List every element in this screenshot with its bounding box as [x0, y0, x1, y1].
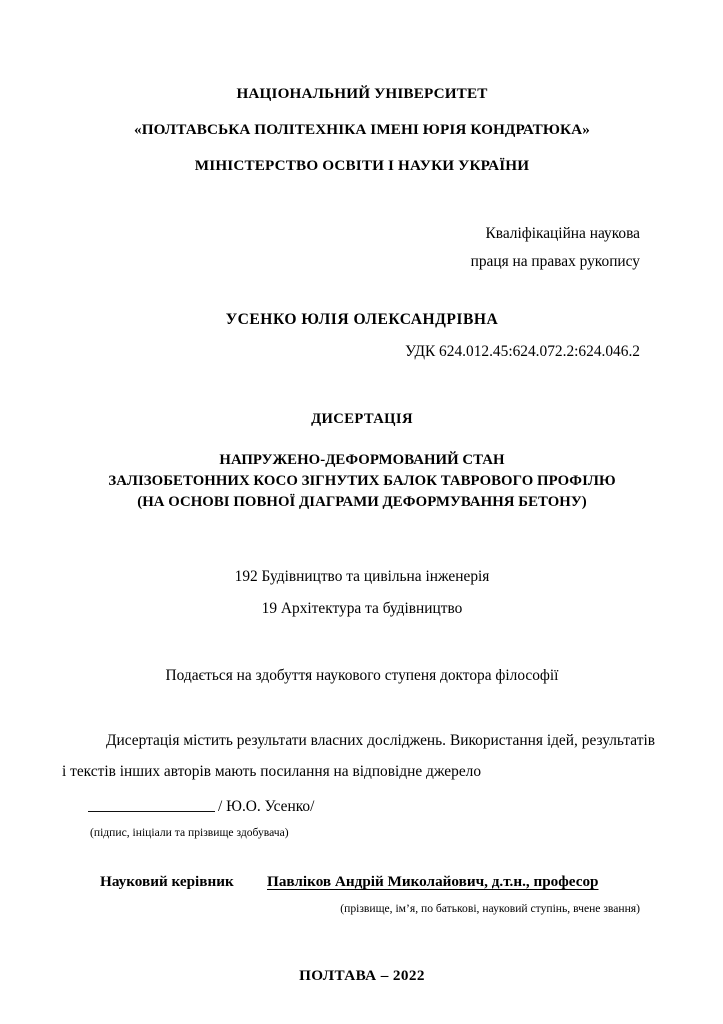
udc-code: УДК 624.012.45:624.072.2:624.046.2: [405, 343, 640, 360]
institution-header: [62, 0, 662, 184]
author-block: [62, 308, 662, 366]
dissertation-title: [62, 450, 662, 513]
specialty-block: [62, 561, 662, 625]
supervisor-caption: (прізвище, ім’я, по батькові, науковий ступінь, вчене звання): [340, 902, 640, 915]
supervisor-name: Павліков Андрій Миколайович, д.т.н., професор: [267, 873, 599, 890]
signature-name: / Ю.О. Усенко/: [218, 798, 315, 815]
institution-line-3: МІНІСТЕРСТВО ОСВІТИ І НАУКИ УКРАЇНИ: [194, 157, 530, 174]
signature-row: [62, 791, 662, 817]
title-line-2: ЗАЛІЗОБЕТОННИХ КОСО ЗІГНУТИХ БАЛОК ТАВРОВОГО ПРОФІЛЮ: [108, 473, 616, 489]
work-kind: ДИСЕРТАЦІЯ: [311, 411, 413, 427]
institution-line-1: НАЦІОНАЛЬНИЙ УНІВЕРСИТЕТ: [236, 85, 488, 102]
supervisor-row: [62, 873, 662, 891]
specialty-line-2: 19 Архітектура та будівництво: [261, 600, 463, 617]
signature-caption: (підпис, ініціали та прізвище здобувача): [90, 826, 289, 839]
specialty-line-1: 192 Будівництво та цивільна інженерія: [234, 568, 490, 585]
submission-statement: Подається на здобуття наукового ступеня доктора філософії: [165, 667, 559, 684]
page-content: [62, 0, 662, 985]
institution-line-2: «ПОЛТАВСЬКА ПОЛІТЕХНІКА ІМЕНІ ЮРІЯ КОНДРАТЮКА»: [134, 121, 590, 138]
city-year: ПОЛТАВА – 2022: [299, 967, 425, 984]
title-line-1: НАПРУЖЕНО-ДЕФОРМОВАНИЙ СТАН: [219, 452, 505, 468]
author-name: УСЕНКО ЮЛІЯ ОЛЕКСАНДРІВНА: [225, 311, 499, 328]
signature-line: [88, 811, 215, 812]
title-line-3: (НА ОСНОВІ ПОВНОЇ ДІАГРАМИ ДЕФОРМУВАННЯ БЕТОНУ): [137, 494, 587, 510]
qualification-note: [62, 220, 662, 276]
qualification-note-line-2: праця на правах рукопису: [470, 253, 640, 270]
supervisor-label: Науковий керівник: [100, 873, 234, 890]
declaration-paragraph: Дисертація містить результати власних досліджень. Використання ідей, результатів і текстів інших авторів мають посилання на відповідне джерело: [62, 732, 655, 780]
qualification-note-line-1: Кваліфікаційна наукова: [485, 225, 640, 242]
